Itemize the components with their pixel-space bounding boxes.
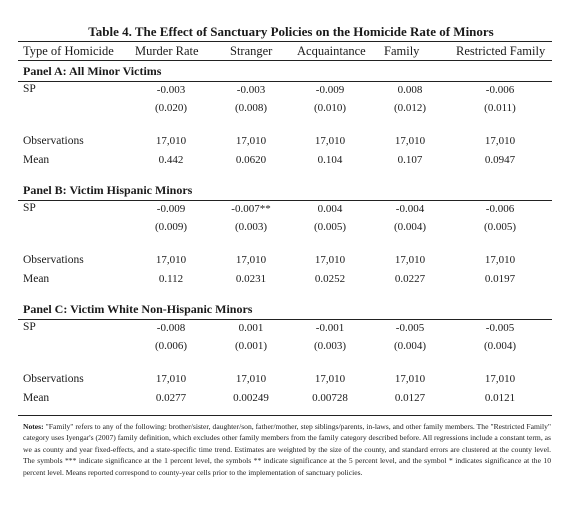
table-cell-se: (0.009) bbox=[154, 221, 188, 233]
table-cell-obs: 17,010 bbox=[235, 254, 267, 266]
table-cell-se: (0.003) bbox=[234, 221, 268, 233]
table-cell-se: (0.020) bbox=[154, 102, 188, 114]
notes-text: "Family" refers to any of the following: brother/sister, daughter/son, father/mother, step siblings/parents, in-laws, and other family members. The "Restricted Family" category uses Iyengar's (2007) family definition, which excludes other family members from the family category described before. All regressions include a constant term, as we as county and year fixed-effects, and a state-specific time trend. Estimates are weighted by the size of the county, and standard errors are clustered at the county level. The symbols *** indicate significance at the 1 percent level, the symbols ** indicate significance at the 5 percent level, and the symbol * indicates significance at the 10 percent level. Means reported correspond to county-year cells prior to the implementation of sanctuary policies. bbox=[23, 422, 551, 477]
notes-lead: Notes: bbox=[23, 422, 44, 431]
table-cell-obs: 17,010 bbox=[394, 135, 426, 147]
table-cell-mean: 0.104 bbox=[317, 154, 343, 166]
row-label-obs: Observations bbox=[23, 135, 84, 147]
table-cell-mean: 0.0277 bbox=[155, 392, 187, 404]
panel-c-rule bbox=[18, 319, 552, 320]
table-cell-sp: -0.005 bbox=[395, 322, 425, 334]
panel-b-label: Panel B: Victim Hispanic Minors bbox=[23, 183, 193, 197]
table-cell-obs: 17,010 bbox=[235, 135, 267, 147]
table-title: Table 4. The Effect of Sanctuary Policies on the Homicide Rate of Minors bbox=[88, 24, 494, 39]
table-cell-se: (0.008) bbox=[234, 102, 268, 114]
table-cell-sp: -0.006 bbox=[485, 84, 515, 96]
table-cell-sp: -0.003 bbox=[236, 84, 266, 96]
table-cell-mean: 0.00728 bbox=[312, 392, 348, 404]
table-cell-sp: -0.004 bbox=[395, 203, 425, 215]
table-cell-sp: -0.009 bbox=[156, 203, 186, 215]
row-label-sp: SP bbox=[23, 202, 36, 214]
table-cell-obs: 17,010 bbox=[235, 373, 267, 385]
table-cell-obs: 17,010 bbox=[155, 254, 187, 266]
table-cell-obs: 17,010 bbox=[484, 135, 516, 147]
column-header-restricted-family: Restricted Family bbox=[456, 44, 546, 58]
row-label-mean: Mean bbox=[23, 392, 50, 404]
table-cell-se: (0.003) bbox=[313, 340, 347, 352]
table-cell-sp: -0.006 bbox=[485, 203, 515, 215]
bottom-rule bbox=[18, 415, 552, 416]
row-label-mean: Mean bbox=[23, 273, 50, 285]
table-cell-mean: 0.0947 bbox=[484, 154, 516, 166]
table-cell-se: (0.011) bbox=[484, 102, 516, 114]
table-cell-sp: -0.008 bbox=[156, 322, 186, 334]
panel-a-label: Panel A: All Minor Victims bbox=[23, 64, 162, 78]
table-cell-se: (0.005) bbox=[483, 221, 517, 233]
column-header-type: Type of Homicide bbox=[23, 44, 114, 58]
table-cell-mean: 0.0127 bbox=[394, 392, 426, 404]
table-cell-mean: 0.0620 bbox=[235, 154, 267, 166]
table-cell-obs: 17,010 bbox=[484, 373, 516, 385]
panel-b-rule bbox=[18, 200, 552, 201]
table-cell-se: (0.001) bbox=[234, 340, 268, 352]
column-header-stranger: Stranger bbox=[230, 44, 273, 58]
table-cell-obs: 17,010 bbox=[484, 254, 516, 266]
table-cell-se: (0.004) bbox=[483, 340, 517, 352]
row-label-obs: Observations bbox=[23, 254, 84, 266]
table-cell-obs: 17,010 bbox=[314, 373, 346, 385]
table-cell-obs: 17,010 bbox=[155, 373, 187, 385]
table-cell-sp: 0.008 bbox=[397, 84, 423, 96]
table-cell-obs: 17,010 bbox=[314, 135, 346, 147]
table-cell-sp: 0.001 bbox=[238, 322, 264, 334]
table-cell-sp: -0.001 bbox=[315, 322, 345, 334]
table-cell-mean: 0.107 bbox=[397, 154, 423, 166]
table-cell-sp: -0.005 bbox=[485, 322, 515, 334]
table-cell-se: (0.012) bbox=[393, 102, 427, 114]
table-cell-mean: 0.112 bbox=[158, 273, 184, 285]
row-label-sp: SP bbox=[23, 83, 36, 95]
table-cell-mean: 0.00249 bbox=[233, 392, 269, 404]
header-rule bbox=[18, 60, 552, 61]
table-cell-mean: 0.442 bbox=[158, 154, 184, 166]
table-cell-mean: 0.0252 bbox=[314, 273, 346, 285]
top-rule bbox=[18, 41, 552, 42]
table-cell-mean: 0.0231 bbox=[235, 273, 267, 285]
table-cell-se: (0.004) bbox=[393, 221, 427, 233]
table-cell-obs: 17,010 bbox=[314, 254, 346, 266]
table-cell-mean: 0.0227 bbox=[394, 273, 426, 285]
table-cell-obs: 17,010 bbox=[155, 135, 187, 147]
column-header-acquaintance: Acquaintance bbox=[297, 44, 366, 58]
table-cell-obs: 17,010 bbox=[394, 254, 426, 266]
table-cell-obs: 17,010 bbox=[394, 373, 426, 385]
table-cell-sp: -0.009 bbox=[315, 84, 345, 96]
row-label-sp: SP bbox=[23, 321, 36, 333]
column-header-murder-rate: Murder Rate bbox=[135, 44, 199, 58]
table-notes bbox=[23, 421, 551, 478]
table-cell-sp: -0.003 bbox=[156, 84, 186, 96]
table-cell-sp: 0.004 bbox=[317, 203, 343, 215]
table-cell-mean: 0.0197 bbox=[484, 273, 516, 285]
row-label-mean: Mean bbox=[23, 154, 50, 166]
panel-a-rule bbox=[18, 81, 552, 82]
row-label-obs: Observations bbox=[23, 373, 84, 385]
table-cell-se: (0.005) bbox=[313, 221, 347, 233]
panel-c-label: Panel C: Victim White Non-Hispanic Minors bbox=[23, 302, 253, 316]
table-cell-se: (0.006) bbox=[154, 340, 188, 352]
table-cell-sp: -0.007** bbox=[231, 203, 271, 215]
table-cell-mean: 0.0121 bbox=[484, 392, 516, 404]
column-header-family: Family bbox=[384, 44, 420, 58]
table-cell-se: (0.010) bbox=[313, 102, 347, 114]
table-cell-se: (0.004) bbox=[393, 340, 427, 352]
